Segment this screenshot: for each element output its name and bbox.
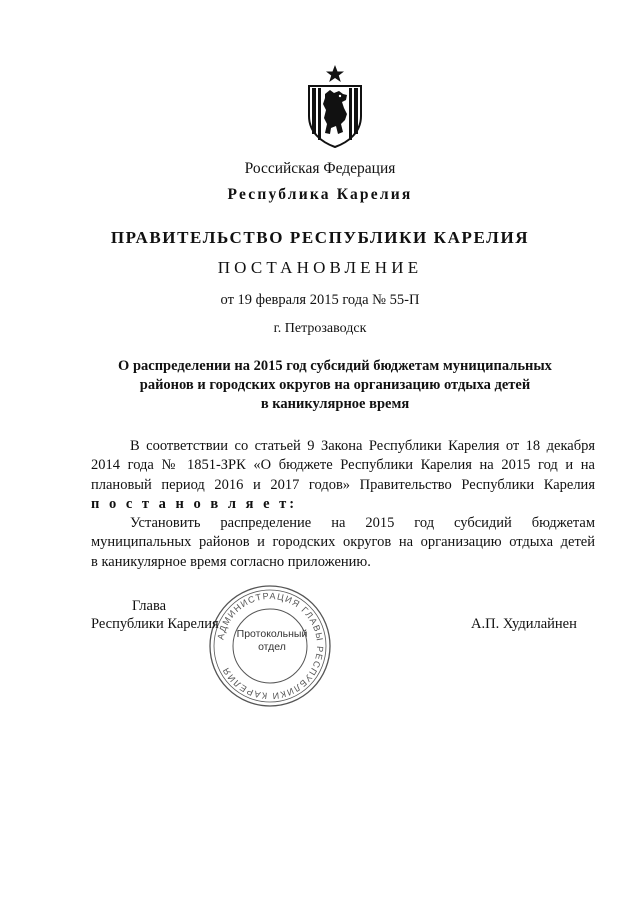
signatory-republic: Республики Карелия	[91, 616, 219, 632]
date-and-number: от 19 февраля 2015 года № 55-П	[220, 292, 420, 308]
resolves-keyword: п о с т а н о в л я е т:	[91, 495, 298, 512]
document-type: ПОСТАНОВЛЕНИЕ	[217, 258, 423, 277]
document-body	[91, 437, 595, 572]
stamp-center-text	[235, 628, 309, 654]
stamp-center-line: Протокольный	[236, 628, 308, 640]
country-name: Российская Федерация	[244, 160, 396, 177]
karelia-coat-of-arms-icon	[303, 64, 367, 148]
republic-name: Республика Карелия	[227, 186, 413, 203]
body-line: плановый период 2016 и 2017 годов» Правительство Республики Карелия	[91, 476, 595, 493]
city: г. Петрозаводск	[273, 321, 367, 336]
body-line: В соответствии со статьей 9 Закона Республики Карелия от 18 декабря	[130, 438, 595, 454]
subject-line: О распределении на 2015 год субсидий бюджетам муниципальных	[118, 358, 552, 374]
signatory-title: Глава	[132, 598, 167, 614]
stamp-center-line: отдел	[258, 641, 286, 653]
body-line: 2014 года № 1851-ЗРК «О бюджете Республики Карелия на 2015 год и на	[91, 457, 595, 474]
body-line: муниципальных районов и городских округов на организацию отдыха детей	[91, 534, 595, 551]
body-line: в каникулярное время согласно приложению.	[91, 553, 371, 570]
subject-line: районов и городских округов на организацию отдыха детей	[139, 377, 531, 393]
subject-line: в каникулярное время	[260, 396, 410, 412]
authority-title: ПРАВИТЕЛЬСТВО РЕСПУБЛИКИ КАРЕЛИЯ	[110, 228, 530, 247]
document-subject	[100, 357, 570, 414]
stamp-ring-text: АДМИНИСТРАЦИЯ ГЛАВЫ РЕСПУБЛИКИ КАРЕЛИЯ	[215, 590, 326, 702]
signatory-name: А.П. Худилайнен	[471, 616, 577, 632]
body-line: Установить распределение на 2015 год субсидий бюджетам	[130, 515, 595, 532]
